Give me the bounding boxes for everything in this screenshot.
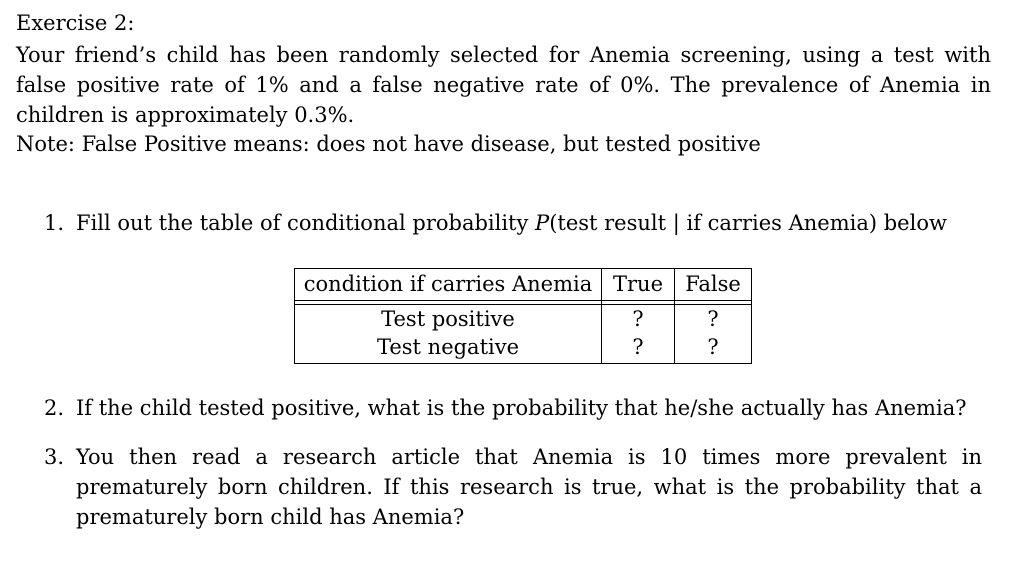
table-header-false: False: [675, 269, 752, 301]
exercise-note: Note: False Positive means: does not have disease, but tested positive: [16, 132, 761, 156]
question-2-number: 2.: [44, 396, 65, 420]
table-cell: ?: [602, 333, 675, 364]
table-cell: ?: [675, 333, 752, 364]
table-cell-row-label: Test positive: [295, 305, 602, 334]
question-1-text-after: (test result | if carries Anemia) below: [549, 211, 947, 235]
table-row: [295, 305, 752, 334]
question-1-text-before: Fill out the table of conditional probability: [76, 211, 536, 235]
question-1-math-symbol: P: [535, 211, 550, 235]
exercise-title: Exercise 2:: [16, 11, 135, 35]
table-cell: ?: [675, 305, 752, 334]
question-3-text: You then read a research article that Anemia is 10 times more prevalent in prematurely born children. If this research is true, what is the probability that a prematurely born child has Anemia?: [76, 445, 982, 529]
table-header-true: True: [602, 269, 675, 301]
table-cell: ?: [602, 305, 675, 334]
question-2: [44, 393, 982, 423]
exercise-intro: Your friend’s child has been randomly selected for Anemia screening, using a test with false positive rate of 1% and a false negative rate of 0%. The prevalence of Anemia in children is approximately 0.3%.: [16, 43, 991, 127]
table-header-row: [295, 269, 752, 301]
table-row: [295, 333, 752, 364]
question-3-number: 3.: [44, 445, 65, 469]
question-3: [44, 442, 982, 532]
question-1: [44, 208, 982, 238]
table-header-condition: condition if carries Anemia: [295, 269, 602, 301]
question-2-text: If the child tested positive, what is the probability that he/she actually has Anemia?: [76, 396, 967, 420]
question-1-number: 1.: [44, 211, 65, 235]
table-cell-row-label: Test negative: [295, 333, 602, 364]
conditional-probability-table: [294, 268, 752, 364]
question-1-text: [76, 208, 982, 238]
